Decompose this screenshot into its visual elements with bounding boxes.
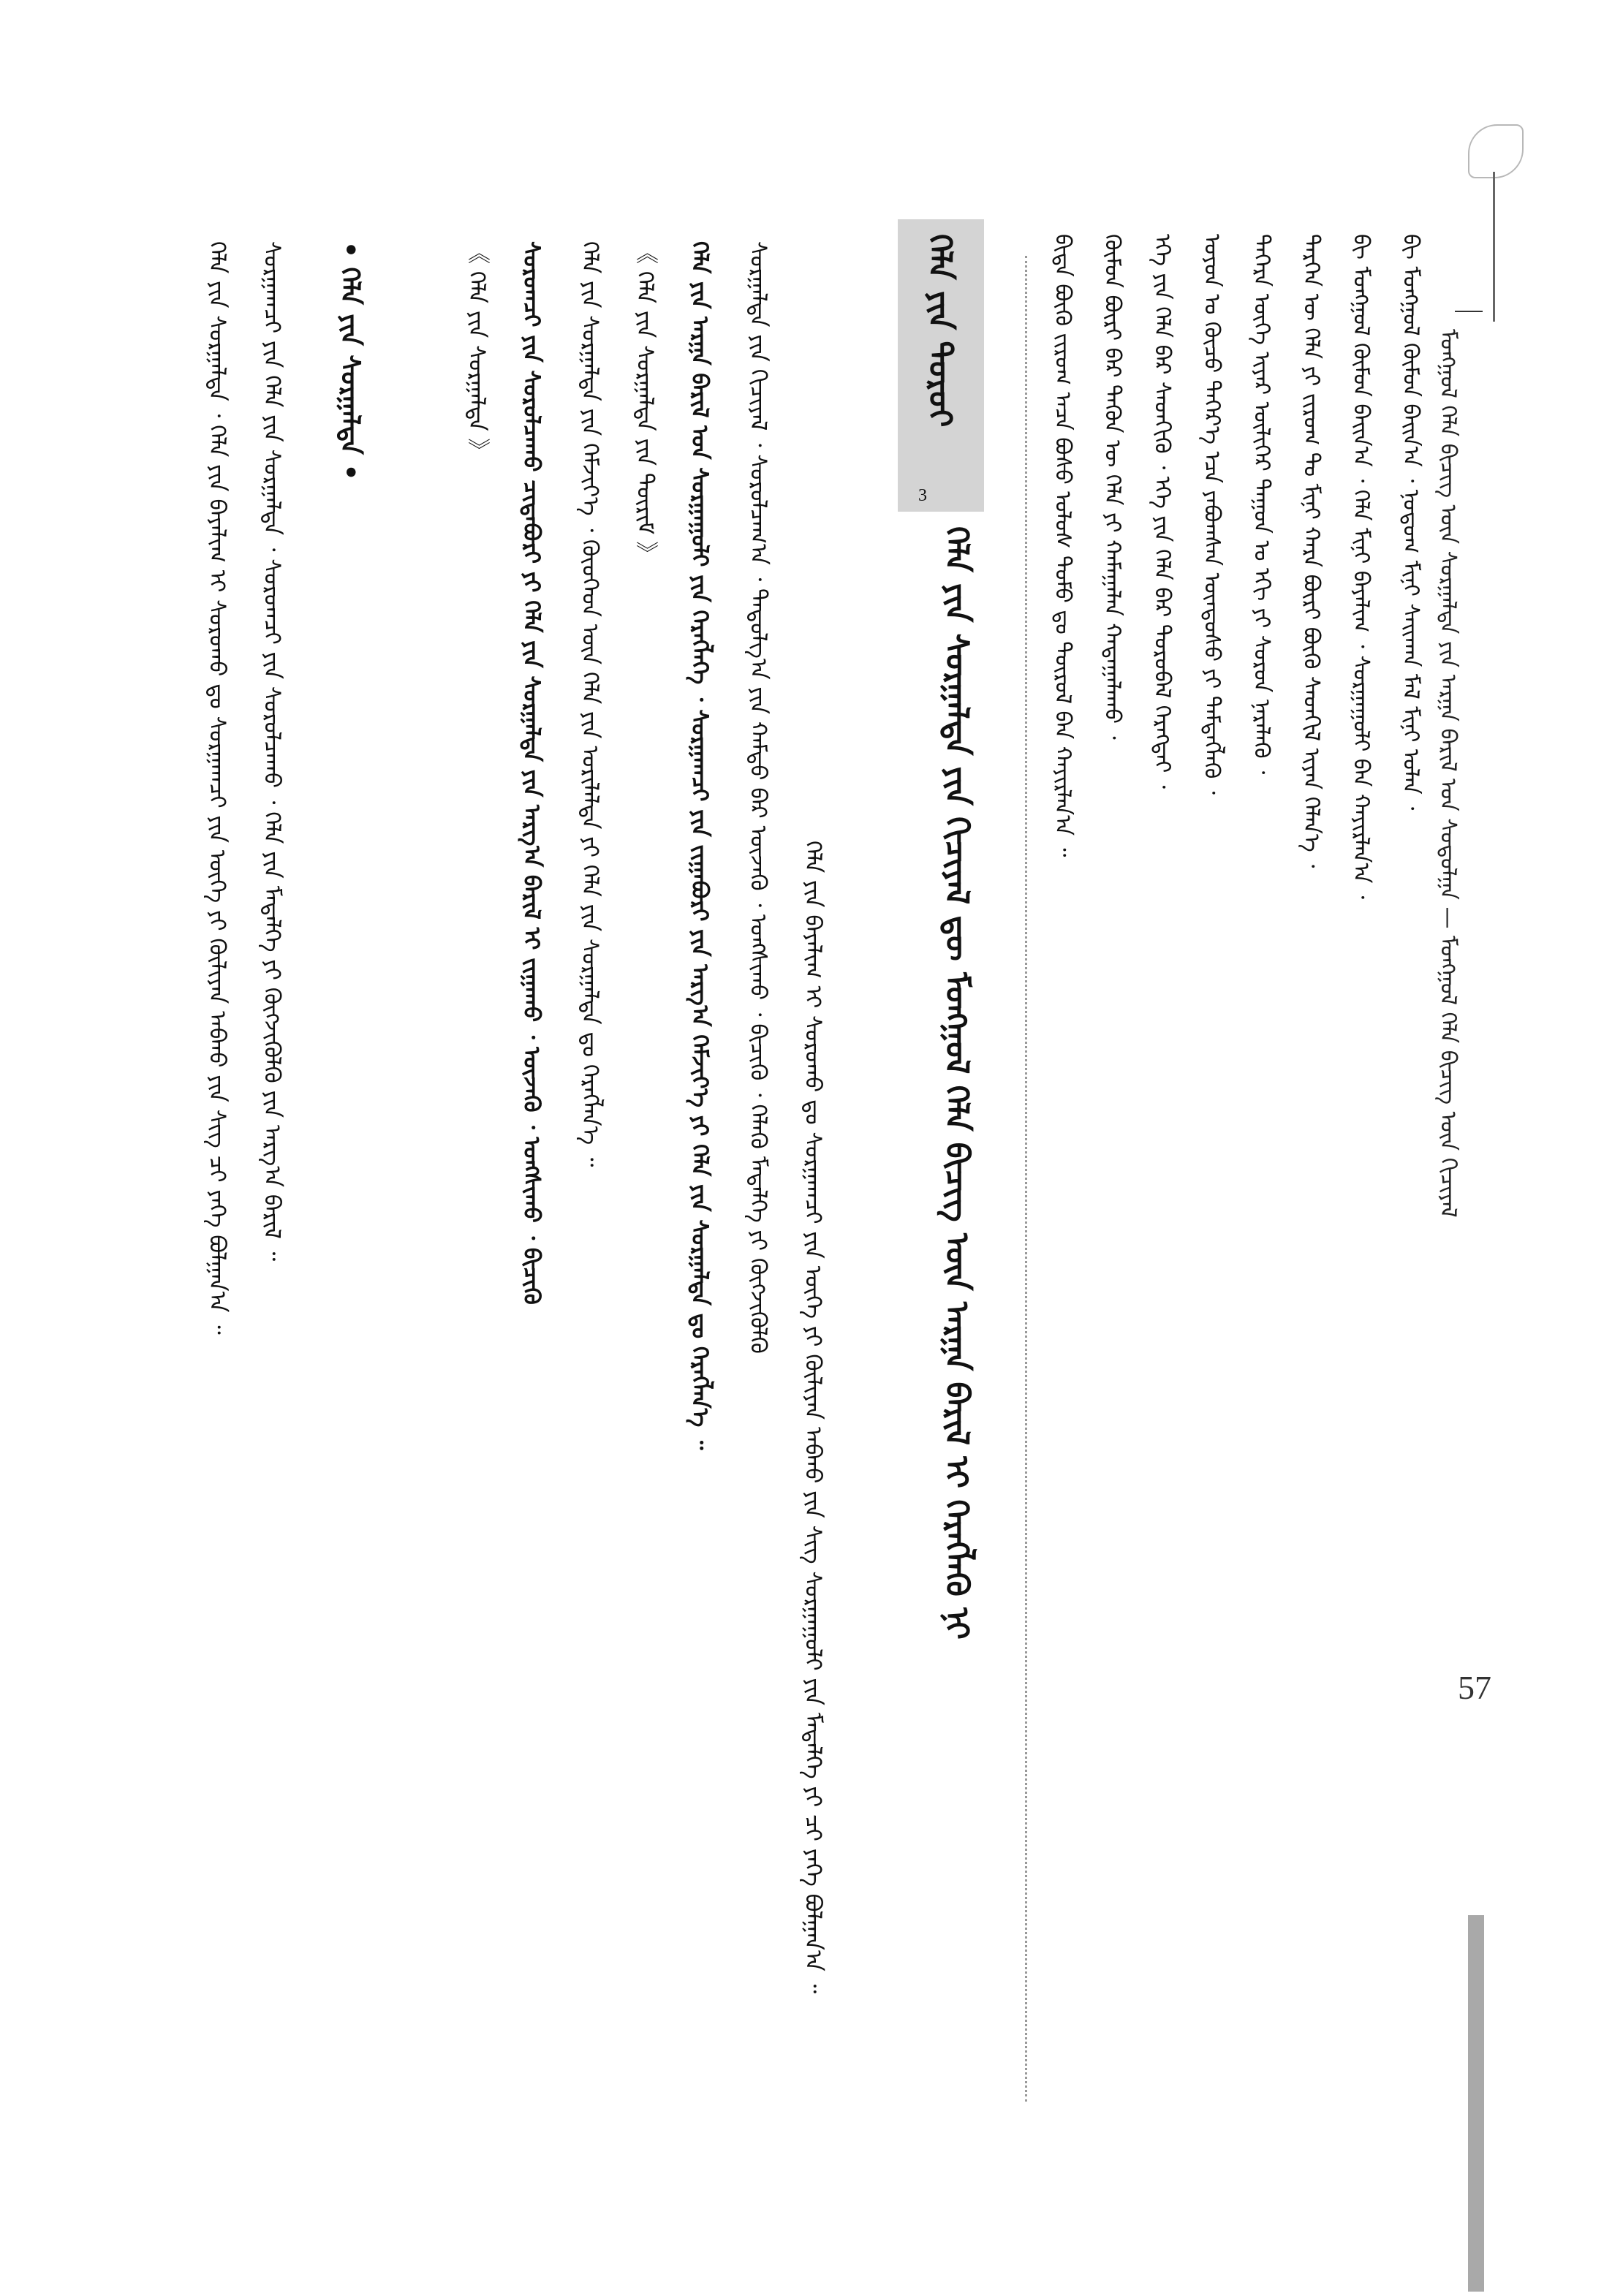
header-rule bbox=[1493, 172, 1495, 322]
body-line: ᠰᠤᠷᠭᠠᠭᠴᠢ ᠶᠢᠨ ᠬᠡᠯᠡ ᠶᠢᠨ ᠰᠤᠷᠭᠠᠯᠲᠠ ᠂ ᠰᠤᠷᠤᠭᠴᠢ ᠶᠢᠨ ᠰᠤᠷᠤᠯᠴᠠᠬᠤ ᠂ ᠬᠡᠯᠡ ᠶᠢᠨ ᠮᠡᠳᠡᠯᠭᠡ ᠶᠢ ᠬᠦᠭᠵᠢᠭᠦᠯᠬᠦ ᠶᠢᠨ ᠠᠷᠭ᠎ᠠ ᠪᠠᠷᠢᠯ ᠃ bbox=[259, 241, 285, 1262]
section-number: 3 bbox=[918, 486, 927, 505]
header-ornament bbox=[1468, 124, 1524, 178]
body-quote: 《 ᠬᠡᠯᠡ ᠶᠢᠨ ᠰᠤᠷᠭᠠᠯᠲᠠ 》 bbox=[464, 241, 490, 461]
section-heading: ᠬᠡᠯᠡ ᠶᠢᠨ ᠰᠤᠷᠭᠠᠯᠲᠠ ᠶᠢᠨ ᠬᠢᠴᠢᠶᠡᠯ ᠳᠦ ᠮᠣᠩᠭᠣᠯ ᠬᠡᠯᠡ ᠪᠢᠴᠢᠭ ᠦᠨ ᠠᠷᠭᠠ ᠪᠠᠷᠢᠯ ᠢ ᠬᠡᠷᠡᠭᠯᠡᠬᠦ ᠨᠢ bbox=[938, 526, 975, 1640]
poem-line: ᠬᠦᠮᠦᠨ ᠪᠦᠷᠢ ᠪᠡᠷ ᠲᠡᠭᠦᠨ ᠦ ᠬᠡᠯᠡ ᠶᠢ ᠬᠠᠮᠠᠭᠠᠯᠠᠨ ᠬᠠᠳᠠᠭᠠᠯᠠᠬᠤ ᠂ bbox=[1100, 234, 1125, 740]
poem-line: ᠪᠢ ᠮᠣᠩᠭᠣᠯ ᠬᠦᠮᠦᠨ ᠪᠠᠢᠨ᠎ᠠ ᠂ ᠬᠡᠯᠡ ᠮᠢᠨᠢ ᠪᠠᠶᠠᠯᠢᠭ ᠂ ᠰᠤᠷᠭᠠᠭᠤᠯᠢ ᠪᠠᠨ ᠬᠠᠶᠢᠷᠯᠠᠨ᠎ᠠ ᠂ bbox=[1348, 234, 1374, 900]
poem-line: ᠪᠢ ᠮᠣᠩᠭᠣᠯ ᠬᠦᠮᠦᠨ ᠪᠠᠢᠨ᠎ᠠ ᠂ ᠨᠤᠲᠤᠭ ᠮᠢᠨᠢ ᠰᠠᠢᠬᠠᠨ ᠮᠠᠯ ᠮᠢᠨᠢ ᠣᠯᠠᠨ ᠂ bbox=[1398, 234, 1423, 811]
body-line: ᠬᠡᠯᠡ ᠶᠢᠨ ᠰᠤᠷᠭᠠᠯᠲᠠ ᠂ ᠬᠡᠯᠡ ᠶᠢᠨ ᠪᠠᠶᠠᠯᠢᠭ ᠢ ᠰᠤᠷᠤᠬᠤ ᠳᠤ ᠰᠤᠷᠭᠠᠭᠴᠢ ᠶᠢᠨ ᠦᠬᠡ ᠶᠢ ᠬᠦᠯᠢᠶᠡᠨ ᠠᠪᠬᠤ ᠶᠢᠨ ᠰᠢᠭ ᠴᠢ ᠶᠡᠬᠡ ᠪᠤᠯᠭᠠᠨ᠎ᠠ ᠃ bbox=[204, 241, 230, 1335]
poem-line: ᠲᠡᠭᠡᠷᠡ ᠦᠭᠡ ᠢᠶᠡᠷ ᠦᠯᠢᠭᠡᠷ ᠳᠠᠭᠤᠨ ᠤ ᠡᠬᠢ ᠶᠢ ᠰᠤᠷᠤᠨ ᠨᠡᠷᠡᠯᠡᠬᠦ ᠂ bbox=[1249, 234, 1274, 775]
poem-line: ᠣᠶᠤᠨ ᠤ ᠬᠦᠴᠦ ᠳᠡᠭᠡᠷ᠎ᠡ ᠡᠴᠡ ᠶᠠᠪᠤᠭᠰᠠᠨ ᠦᠨᠳᠦᠰᠦ ᠶᠢ ᠲᠡᠮᠳᠡᠭᠯᠡᠬᠦ ᠂ bbox=[1199, 234, 1225, 795]
dotted-divider bbox=[1025, 256, 1027, 2102]
poem-line: ᠡᠬᠡ ᠶᠢᠨ ᠬᠡᠯᠡ ᠪᠡᠷ ᠰᠡᠳᠬᠢᠬᠦ ᠂ ᠡᠬᠡ ᠶᠢᠨ ᠬᠡᠯᠡ ᠪᠡᠷ ᠲᠤᠷᠤᠪᠠᠯ ᠬᠡᠷᠡᠭᠲᠡᠢ ᠂ bbox=[1149, 234, 1175, 789]
header-separator bbox=[1455, 311, 1483, 312]
page-edge-tab bbox=[1468, 1915, 1484, 2292]
body-line: ᠬᠡᠯᠡ ᠶᠢᠨ ᠠᠷᠭᠠ ᠪᠠᠷᠢᠯ ᠤᠨ ᠰᠤᠷᠭᠠᠭᠤᠯᠢ ᠶᠢᠨ ᠬᠡᠷᠡᠭᠯᠡᠭᠡ ᠂ ᠰᠤᠷᠭᠠᠭᠴᠢ ᠶᠢᠨ ᠵᠢᠭᠠᠪᠤᠷᠢ ᠶᠢᠨ ᠠᠷᠭ᠎ᠠ ᠬᠡᠮᠵᠢᠶ᠎ᠡ ᠶᠢ ᠬᠡᠯᠡ ᠶᠢᠨ ᠰᠤᠷᠭᠠᠯᠲᠠ ᠳᠤ ᠬᠡᠷᠡᠭᠯᠡᠨ᠎ᠡ ᠃ bbox=[686, 241, 713, 1450]
body-line: ᠬᠡᠯᠡ ᠶᠢᠨ ᠪᠠᠶᠠᠯᠢᠭ ᠢ ᠰᠤᠷᠤᠬᠤ ᠳᠤ ᠰᠤᠷᠭᠠᠭᠴᠢ ᠶᠢᠨ ᠦᠬᠡ ᠶᠢ ᠬᠦᠯᠢᠶᠡᠨ ᠠᠪᠬᠤ ᠶᠢᠨ ᠰᠢᠭ ᠰᠤᠷᠭᠠᠭᠤᠯᠢ ᠶᠢᠨ ᠮᠡᠳᠡᠯᠭᠡ ᠶᠢ ᠴᠢ ᠶᠡᠬᠡ ᠪᠤᠯᠭᠠᠨ᠎ᠠ ᠃ bbox=[800, 841, 826, 1994]
section-label: ᠬᠡᠯᠡ ᠶᠢᠨ ᠳᠣᠷᠤᠢ bbox=[921, 234, 958, 428]
body-line: ᠰᠤᠷᠭᠠᠯᠲᠠ ᠶᠢᠨ ᠬᠢᠴᠢᠶᠡᠯ ᠂ ᠰᠤᠷᠤᠯᠴᠠᠭ᠎ᠠ ᠂ ᠳᠠᠳᠤᠯᠭ᠎ᠠ ᠶᠢᠨ ᠬᠠᠮᠲᠤ ᠪᠡᠷ ᠦᠵᠡᠬᠦ ᠂ ᠤᠩᠰᠢᠬᠤ ᠂ ᠪᠢᠴᠢᠬᠦ ᠂ ᠬᠡᠯᠡᠬᠦ ᠮᠡᠳᠡᠯᠭᠡ ᠶᠢ ᠬᠦᠭᠵᠢᠭᠦᠯᠬᠦ bbox=[745, 241, 771, 1354]
bullet-heading: • ᠬᠡᠯᠡ ᠶᠢᠨ ᠰᠤᠷᠭᠠᠯᠲᠠ • bbox=[335, 241, 365, 481]
poem-line: ᠲᠡᠷᠭᠡᠨ ᠦ ᠬᠡᠯᠡ ᠶᠢ ᠵᠢᠷᠤᠭ ᠲᠤ ᠮᠢᠨᠢ ᠬᠠᠷᠠ ᠪᠦᠷᠢ ᠪᠦᠬᠦ ᠰᠡᠳᠬᠢᠯ ᠢᠶᠡᠨ ᠬᠡᠯᠡᠨ᠎ᠡ ᠂ bbox=[1298, 234, 1324, 868]
body-quote: 《 ᠬᠡᠯᠡ ᠶᠢᠨ ᠰᠤᠷᠭᠠᠯᠲᠠ ᠶᠢᠨ ᠳᠦᠷᠢᠮ 》 bbox=[632, 241, 658, 564]
page-number: 57 bbox=[1458, 1669, 1491, 1706]
body-line: ᠰᠤᠷᠤᠭᠴᠢ ᠶᠢᠨ ᠰᠤᠷᠤᠯᠴᠠᠬᠤ ᠴᠢᠳᠠᠪᠤᠷᠢ ᠶᠢ ᠬᠡᠯᠡ ᠶᠢᠨ ᠰᠤᠷᠭᠠᠯᠲᠠ ᠶᠢᠨ ᠠᠷᠭ᠎ᠠ ᠪᠠᠷᠢᠯ ᠢ ᠵᠢᠭᠠᠬᠤ ᠂ ᠦᠵᠡᠬᠦ ᠂ ᠤᠩᠰᠢᠬᠤ ᠂ ᠪᠢᠴᠢᠬᠦ bbox=[518, 241, 545, 1305]
poem-line: ᠪᠢᠳᠡ ᠪᠦᠬᠦ ᠵᠢᠷᠤᠭ ᠠᠴᠠ ᠪᠤᠰᠤ ᠤᠯᠤᠰ ᠲᠤᠮᠤ ᠳᠤ ᠲᠦᠷᠦᠯ ᠪᠠᠨ ᠬᠠᠶᠢᠷᠯᠠᠨ᠎ᠠ ᠃ bbox=[1050, 234, 1075, 857]
running-header: ᠮᠣᠩᠭᠣᠯ ᠬᠡᠯᠡ ᠪᠢᠴᠢᠭ ᠦᠨ ᠰᠤᠷᠭᠠᠯᠲᠠ ᠶᠢᠨ ᠠᠷᠭᠠ ᠪᠠᠷᠢᠯ ᠤᠨ ᠰᠤᠳᠤᠯᠭᠠ — ᠮᠣᠩᠭᠣᠯ ᠬᠡᠯᠡ ᠪᠢᠴᠢᠭ ᠦᠨ ᠬᠢᠴᠢᠶᠡᠯ bbox=[1435, 329, 1461, 1218]
body-line: ᠬᠡᠯᠡ ᠶᠢᠨ ᠰᠤᠷᠭᠠᠯᠲᠠ ᠶᠢᠨ ᠬᠡᠮᠵᠢᠶ᠎ᠡ ᠂ ᠬᠦᠦᠬᠡᠳ ᠦᠨ ᠬᠡᠯᠡ ᠶᠢᠨ ᠤᠷᠢᠯᠠᠯᠲᠠ ᠶᠢ ᠬᠡᠯᠡ ᠶᠢᠨ ᠰᠤᠷᠭᠠᠯᠲᠠ ᠳᠤ ᠬᠡᠷᠡᠭᠯᠡᠨ᠎ᠡ ᠃ bbox=[577, 241, 603, 1167]
